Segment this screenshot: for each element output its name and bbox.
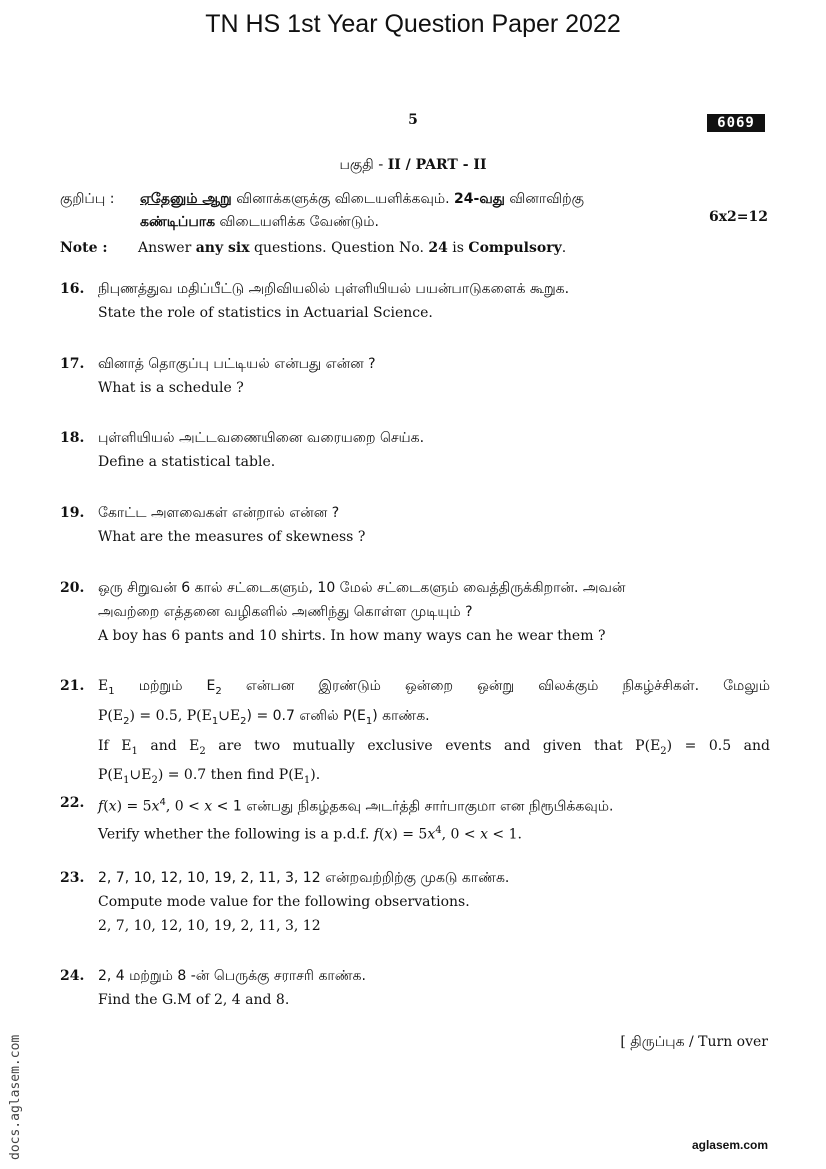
question-number: 19.: [60, 505, 85, 521]
math-subscript: 2: [215, 685, 222, 697]
question-number: 18.: [60, 430, 85, 446]
note-any-six: any six: [195, 240, 250, 256]
math-text: < 1.: [487, 826, 522, 843]
math-subscript: 1: [211, 715, 219, 727]
question-18: [60, 426, 770, 474]
question-number: 17.: [60, 356, 85, 372]
question-number: 21.: [60, 678, 85, 694]
math-text: f: [373, 826, 379, 843]
math-superscript: 4: [435, 824, 442, 836]
question-text-tamil: [98, 791, 770, 819]
math-text: x: [480, 826, 488, 843]
instruction-english: [60, 240, 566, 256]
question-number: 20.: [60, 580, 85, 596]
math-text: x: [427, 826, 436, 843]
part-heading: [0, 157, 826, 175]
math-text: x: [384, 826, 393, 843]
marks-allocation: 6x2=12: [708, 209, 768, 225]
question-text-tamil: வினாத் தொகுப்பு பட்டியல் என்பது என்ன ?: [98, 356, 376, 372]
question-text-tamil: கோட்ட அளவைகள் என்றால் என்ன ?: [98, 505, 340, 521]
note-text: .: [561, 240, 567, 256]
math-subscript: 2: [240, 715, 247, 727]
math-text: E: [98, 678, 109, 694]
question-19: [60, 501, 770, 549]
question-text-tamil: அவற்றை எத்தனை வழிகளில் அணிந்து கொள்ள முடியும் ?: [98, 604, 473, 620]
instruction-tamil-label: குறிப்பு :: [60, 191, 115, 207]
math-subscript: 1: [365, 715, 373, 727]
question-text-english: A boy has 6 pants and 10 shirts. In how many ways can he wear them ?: [98, 628, 606, 644]
note-q-number: 24: [428, 240, 448, 256]
question-22: [60, 791, 770, 846]
question-text-tamil: புள்ளியியல் அட்டவணையினை வரையறை செய்க.: [98, 430, 425, 446]
question-text-english: [98, 734, 770, 764]
question-21: [60, 674, 770, 793]
page-number: 5: [408, 112, 418, 128]
math-text: , 0 <: [165, 798, 205, 815]
math-superscript: 4: [159, 797, 166, 808]
part-heading-english: II / PART - II: [387, 157, 487, 173]
question-number: 22.: [60, 795, 85, 811]
turn-over-tamil: திருப்புக: [630, 1034, 685, 1050]
question-text-english: Compute mode value for the following observations.: [98, 894, 470, 910]
question-text: ) = 0.7 எனில் P(E: [246, 707, 366, 724]
question-text-english: [98, 819, 770, 847]
question-text-tamil: 2, 7, 10, 12, 10, 19, 2, 11, 3, 12 என்றவற்றிற்கு முகடு காண்க.: [98, 870, 510, 886]
math-text: ) = 5: [392, 826, 428, 843]
question-text: P(E: [98, 767, 124, 784]
paper-code-badge: 6069: [707, 114, 765, 132]
question-text: are two mutually exclusive events and given that P(E: [205, 737, 661, 754]
note-text: is: [447, 240, 469, 256]
side-watermark: docs.aglasem.com: [8, 1034, 23, 1160]
question-17: [60, 352, 770, 400]
math-subscript: 1: [131, 745, 138, 757]
instruction-text: வினாக்களுக்கு விடையளிக்கவும்.: [231, 191, 455, 207]
math-text: ) = 0.5, P(E: [129, 707, 212, 724]
math-text: ) = 5: [116, 798, 152, 815]
note-text: questions. Question No.: [249, 240, 429, 256]
question-16: [60, 277, 770, 325]
question-text: Verify whether the following is a p.d.f.: [98, 826, 374, 843]
math-subscript: 2: [199, 745, 206, 757]
math-subscript: 2: [123, 715, 130, 727]
question-text: < 1 என்பது நிகழ்தகவு அடர்த்தி சார்பாகுமா என நிரூபிக்கவும்.: [212, 798, 614, 815]
math-subscript: 1: [108, 685, 115, 697]
question-text: மற்றும் E: [114, 678, 216, 694]
question-text: ∪E: [129, 767, 152, 784]
question-text-english: 2, 7, 10, 12, 10, 19, 2, 11, 3, 12: [98, 918, 321, 934]
question-text: and E: [137, 737, 200, 754]
instruction-tamil: [60, 188, 768, 234]
note-compulsory: Compulsory: [468, 240, 562, 256]
question-text-tamil: ஒரு சிறுவன் 6 கால் சட்டைகளும், 10 மேல் சட்டைகளும் வைத்திருக்கிறான். அவன்: [98, 580, 626, 596]
instruction-q-number: 24-வது: [454, 191, 505, 207]
question-text-english: [98, 763, 770, 793]
question-text-english: What is a schedule ?: [98, 380, 244, 396]
math-text: x: [151, 798, 160, 815]
math-text: P(E: [98, 707, 124, 724]
question-23: [60, 866, 770, 938]
question-24: [60, 964, 770, 1012]
instruction-compulsory: கண்டிப்பாக: [140, 214, 216, 230]
question-text-english: State the role of statistics in Actuarial Science.: [98, 305, 433, 321]
footer-watermark: aglasem.com: [691, 1138, 768, 1152]
question-text-english: What are the measures of skewness ?: [98, 529, 366, 545]
question-text-tamil: நிபுணத்துவ மதிப்பீட்டு அறிவியலில் புள்ளியியல் பயன்பாடுகளைக் கூறுக.: [98, 281, 570, 297]
math-subscript: 1: [123, 775, 130, 787]
question-text-tamil: 2, 4 மற்றும் 8 -ன் பெருக்கு சராசரி காண்க.: [98, 968, 366, 984]
question-text: If E: [98, 737, 132, 754]
question-text-tamil: [98, 704, 770, 734]
question-20: [60, 576, 770, 648]
question-text: ) காண்க.: [372, 707, 430, 724]
math-text: (: [378, 826, 385, 843]
question-text-english: Define a statistical table.: [98, 454, 276, 470]
turn-over-note: [620, 1034, 768, 1052]
math-subscript: 2: [151, 775, 158, 787]
part-heading-tamil: பகுதி -: [339, 157, 388, 173]
note-label: Note :: [60, 240, 108, 256]
math-subscript: 2: [660, 745, 667, 757]
math-text: (: [103, 798, 109, 815]
math-text: x: [108, 798, 117, 815]
question-text: என்பன இரண்டும் ஒன்றை ஒன்று விலக்கும் நிகழ்ச்சிகள். மேலும்: [221, 678, 770, 694]
question-text: ) = 0.7 then find P(E: [157, 767, 304, 784]
note-text: Answer: [138, 240, 196, 256]
turn-over-english: / Turn over: [684, 1034, 768, 1050]
question-number: 23.: [60, 870, 85, 886]
question-text-english: Find the G.M of 2, 4 and 8.: [98, 992, 290, 1008]
question-text: ) = 0.5 and: [666, 737, 770, 754]
question-text-tamil: [98, 674, 770, 704]
turn-over-bracket: [: [620, 1034, 631, 1050]
question-text: ).: [310, 767, 321, 784]
question-number: 16.: [60, 281, 85, 297]
math-subscript: 1: [303, 775, 311, 787]
instruction-text: வினாவிற்கு: [504, 191, 584, 207]
question-number: 24.: [60, 968, 85, 984]
instruction-any-six: ஏதேனும் ஆறு: [140, 191, 232, 207]
math-text: f: [98, 798, 104, 815]
math-text: ∪E: [218, 707, 241, 724]
math-text: x: [204, 798, 213, 815]
math-text: , 0 <: [441, 826, 481, 843]
instruction-text: விடையளிக்க வேண்டும்.: [215, 214, 380, 230]
document-header-title: TN HS 1st Year Question Paper 2022: [205, 10, 621, 38]
